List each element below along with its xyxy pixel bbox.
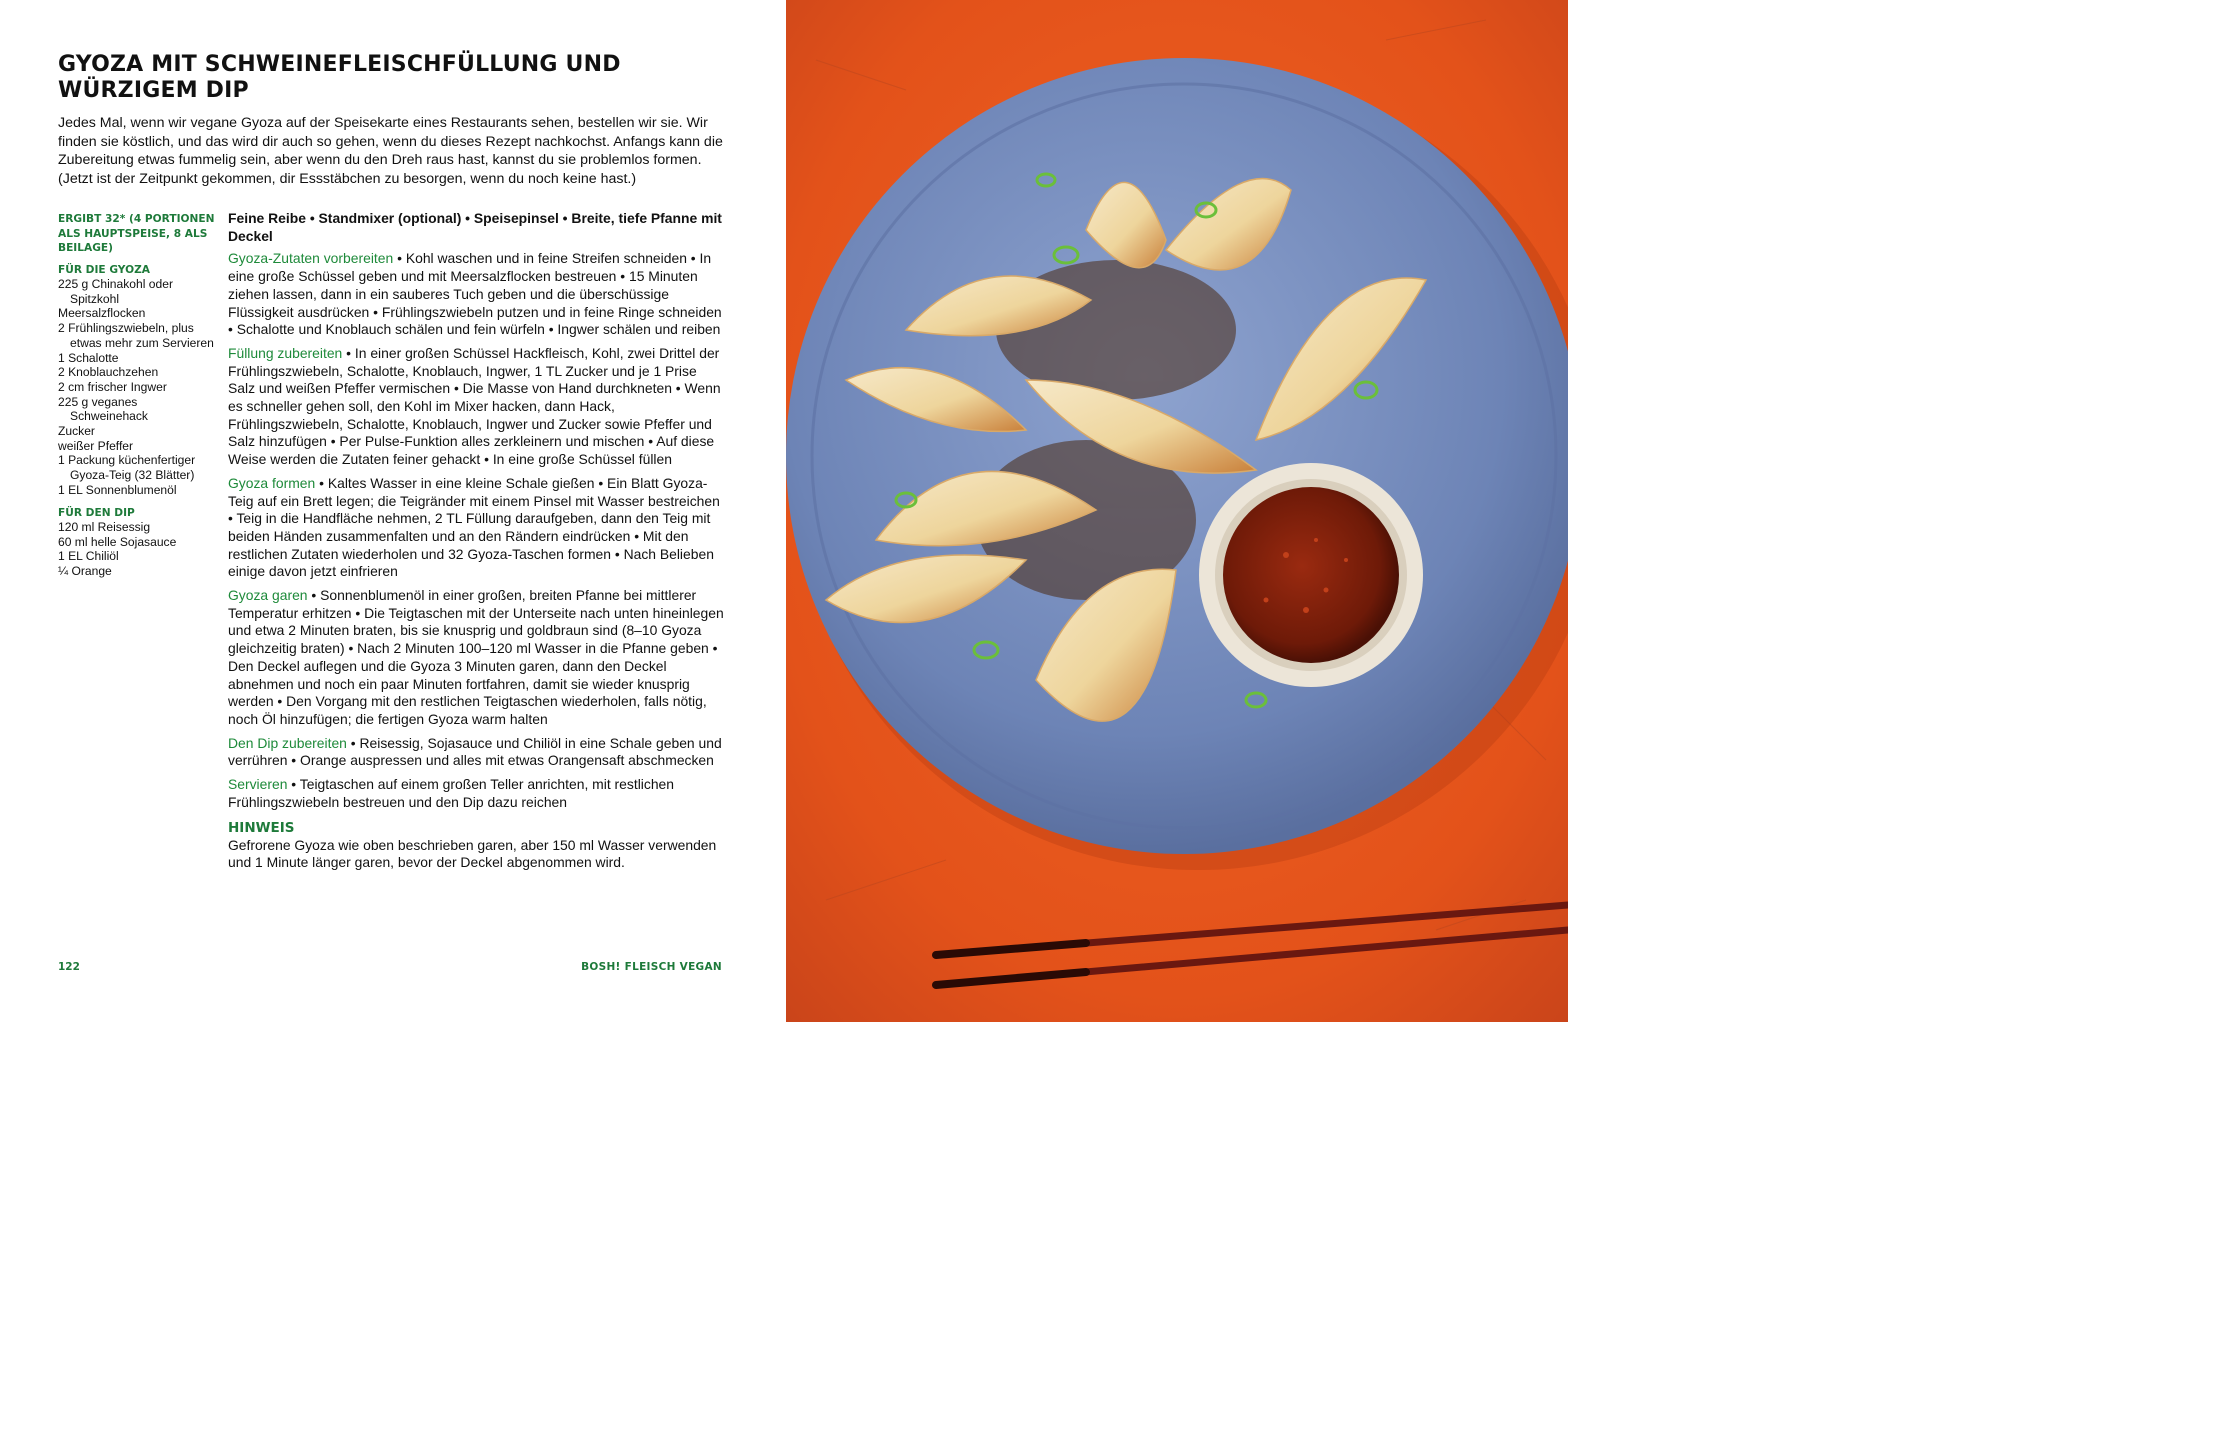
step-name: Den Dip zubereiten — [228, 734, 347, 751]
step-text: Kohl waschen und in feine Streifen schneiden • In eine große Schüssel geben und mit Meersalzflocken bestreuen • 15 Minuten ziehen lassen, dann in ein sauberes Tuch geben und die überschüssige Flüssigkeit ausdrücken • Frühlingszwiebeln putzen und in feine Ringe schneiden • Schalotte und Knoblauch schälen und fein würfeln • Ingwer schälen und reiben — [228, 250, 722, 338]
ingredient-item: 120 ml Reisessig — [58, 520, 151, 535]
ingredient-item: 1 Schalotte — [58, 350, 119, 365]
ingredient-item: weißer Pfeffer — [58, 438, 134, 453]
ingredient-item: 60 ml helle Sojasauce — [58, 534, 177, 549]
recipe-title: GYOZA MIT SCHWEINEFLEISCHFÜLLUNG UND WÜRZIGEM DIP — [58, 52, 621, 103]
ingredient-item: 2 Knoblauchzehen — [58, 365, 159, 380]
method-step: Gyoza garen • Sonnenblumenöl in einer großen, breiten Pfanne bei mittlerer Temperatur erhitzen • Die Teigtaschen mit der Unterseite nach unten hineinlegen und etwa 2 Minuten braten, bis sie knusprig und goldbraun sind (8–10 Gyoza gleichzeitig braten) • Nach 2 Minuten 100–120 ml Wasser in die Pfanne geben • Den Deckel auflegen und die Gyoza 3 Minuten garen, dann den Deckel abnehmen und noch ein paar Minuten fortfahren, damit sie wieder knusprig werden • Den Vorgang mit den restlichen Teigtaschen wiederholen, falls nötig, noch Öl hinzufügen; die fertigen Gyoza warm halten — [228, 587, 724, 727]
step-text: Teigtaschen auf einem großen Teller anrichten, mit restlichen Frühlingszwiebeln bestreuen und den Dip dazu reichen — [228, 776, 675, 810]
chili-dip — [1223, 487, 1399, 663]
gyoza-ingredient-list — [58, 277, 218, 498]
equipment-list: Feine Reibe • Standmixer (optional) • Speisepinsel • Breite, tiefe Pfanne mit Deckel — [228, 210, 722, 244]
dip-ingredient-list — [58, 520, 218, 579]
page-number: 122 — [58, 961, 80, 973]
step-name: Gyoza-Zutaten vorbereiten — [228, 250, 394, 267]
recipe-intro: Jedes Mal, wenn wir vegane Gyoza auf der Speisekarte eines Restaurants sehen, bestellen wir sie. Wir finden sie köstlich, und das wird dir auch so gehen, wenn du dieses Rezept nachkochst. Anfangs kann die Zubereitung etwas fummelig sein, aber wenn du den Dreh raus hast, kannst du sie problemlos formen. (Jetzt ist der Zeitpunkt gekommen, dir Essstäbchen zu besorgen, wenn du noch keine hast.) — [58, 115, 723, 187]
step-name: Füllung zubereiten — [228, 344, 343, 361]
yield-label: ERGIBT 32* (4 PORTIONEN ALS HAUPTSPEISE, 8 ALS BEILAGE) — [58, 213, 215, 254]
ingredient-item: 2 cm frischer Ingwer — [58, 379, 167, 394]
step-name: Servieren — [228, 776, 288, 793]
ingredient-item: Zucker — [58, 424, 95, 439]
method-step: Gyoza formen • Kaltes Wasser in eine kleine Schale gießen • Ein Blatt Gyoza-Teig auf ein Brett legen; die Teigränder mit einem Pinsel mit Wasser bestreichen • Teig in die Handfläche nehmen, 2 TL Füllung daraufgeben, dann den Teig mit beiden Händen zusammenfalten und an den Rändern eindrücken • Mit den restlichen Zutaten wiederholen und 32 Gyoza-Taschen formen • Nach Belieben einige davon jetzt einfrieren — [228, 474, 720, 580]
method-step: Füllung zubereiten • In einer großen Schüssel Hackfleisch, Kohl, zwei Drittel der Frühlingszwiebeln, Schalotte, Knoblauch, Ingwer, 1 TL Zucker und je 1 Prise Salz und weißen Pfeffer vermischen • Die Masse von Hand durchkneten • Wenn es schneller gehen soll, den Kohl im Mixer hacken, dann Hack, Frühlingszwiebeln, Schalotte, Knoblauch, Ingwer und Zucker sowie Pfeffer und Salz hinzufügen • Per Pulse-Funktion alles zerkleinern und mischen • Auf diese Weise werden die Zutaten feiner gehackt • In eine große Schüssel füllen — [228, 344, 721, 468]
ingredient-item: ¼ Orange — [58, 564, 112, 579]
ingredients-column — [58, 212, 218, 587]
ingredient-item: 1 Packung küchenfertiger Gyoza-Teig (32 Blätter) — [58, 453, 196, 483]
book-title: BOSH! FLEISCH VEGAN — [581, 961, 722, 973]
recipe-page — [0, 0, 786, 1022]
tip-heading: HINWEIS — [228, 819, 295, 836]
ingredient-item: 225 g veganes Schweinehack — [58, 394, 148, 424]
dip-ingredients-heading: FÜR DEN DIP — [58, 506, 135, 519]
method-step: Gyoza-Zutaten vorbereiten • Kohl waschen und in feine Streifen schneiden • In eine große Schüssel geben und mit Meersalzflocken bestreuen • 15 Minuten ziehen lassen, dann in ein sauberes Tuch geben und die überschüssige Flüssigkeit ausdrücken • Frühlingszwiebeln putzen und in feine Ringe schneiden • Schalotte und Knoblauch schälen und fein würfeln • Ingwer schälen und reiben — [228, 250, 722, 338]
method-column — [228, 210, 724, 872]
step-name: Gyoza garen — [228, 587, 308, 604]
food-photo-illustration — [786, 0, 1568, 1022]
step-text: Reisessig, Sojasauce und Chiliöl in eine Schale geben und verrühren • Orange auspressen und alles mit etwas Orangensaft abschmecken — [228, 734, 722, 769]
gyoza-photo — [786, 0, 1568, 1022]
step-text: Kaltes Wasser in eine kleine Schale gießen • Ein Blatt Gyoza-Teig auf ein Brett legen; die Teigränder mit einem Pinsel mit Wasser bestreichen • Teig in die Handfläche nehmen, 2 TL Füllung daraufgeben, dann den Teig mit beiden Händen zusammenfalten und an den Rändern eindrücken • Mit den restlichen Zutaten wiederholen und 32 Gyoza-Taschen formen • Nach Belieben einige davon jetzt einfrieren — [228, 474, 720, 580]
step-text: Sonnenblumenöl in einer großen, breiten Pfanne bei mittlerer Temperatur erhitzen • Die Teigtaschen mit der Unterseite nach unten hineinlegen und etwa 2 Minuten braten, bis sie knusprig und goldbraun sind (8–10 Gyoza gleichzeitig braten) • Nach 2 Minuten 100–120 ml Wasser in die Pfanne geben • Den Deckel auflegen und die Gyoza 3 Minuten garen, dann den Deckel abnehmen und noch ein paar Minuten fortfahren, damit sie wieder knusprig werden • Den Vorgang mit den restlichen Teigtaschen wiederholen, falls nötig, noch Öl hinzufügen; die fertigen Gyoza warm halten — [228, 587, 724, 727]
ingredient-item: 1 EL Sonnenblumenöl — [58, 482, 177, 497]
ingredient-item: 2 Frühlingszwiebeln, plus etwas mehr zum Servieren — [58, 321, 214, 350]
ingredient-item: Meersalzflocken — [58, 306, 146, 321]
step-name: Gyoza formen — [228, 474, 316, 491]
tip-text: Gefrorene Gyoza wie oben beschrieben garen, aber 150 ml Wasser verwenden und 1 Minute länger garen, bevor der Deckel abgenommen wird. — [228, 836, 717, 871]
step-text: In einer großen Schüssel Hackfleisch, Kohl, zwei Drittel der Frühlingszwiebeln, Schalotte, Knoblauch, Ingwer, 1 TL Zucker und je 1 Prise Salz und weißen Pfeffer vermischen • Die Masse von Hand durchkneten • Wenn es schneller gehen soll, den Kohl im Mixer hacken, dann Hack, Frühlingszwiebeln, Schalotte, Knoblauch, Ingwer und Zucker sowie Pfeffer und Salz hinzufügen • Per Pulse-Funktion alles zerkleinern und mischen • Auf diese Weise werden die Zutaten feiner gehackt • In eine große Schüssel füllen — [228, 344, 721, 468]
gyoza-ingredients-heading: FÜR DIE GYOZA — [58, 263, 150, 276]
method-step: Den Dip zubereiten • Reisessig, Sojasauce und Chiliöl in eine Schale geben und verrühren • Orange auspressen und alles mit etwas Orangensaft abschmecken — [228, 734, 722, 769]
ingredient-item: 1 EL Chiliöl — [58, 549, 119, 564]
method-step: Servieren • Teigtaschen auf einem großen Teller anrichten, mit restlichen Frühlingszwiebeln bestreuen und den Dip dazu reichen — [228, 776, 675, 810]
ingredient-item: 225 g Chinakohl oder Spitzkohl — [58, 277, 173, 306]
